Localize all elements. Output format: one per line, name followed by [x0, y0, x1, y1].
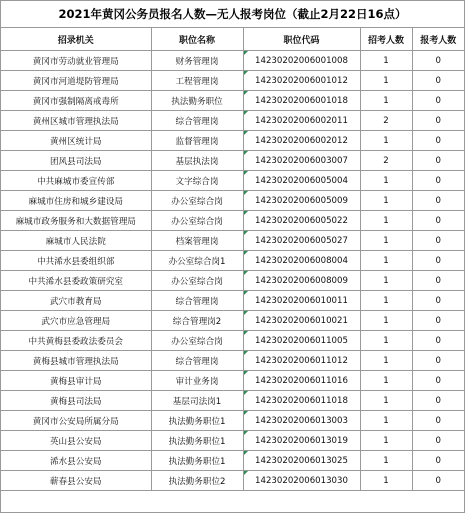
quota-cell: 1 — [360, 71, 412, 91]
position-cell: 基层执法岗 — [151, 151, 243, 171]
table-row — [1, 171, 464, 191]
position-cell: 执法勤务职位1 — [151, 411, 243, 431]
applicants-cell: 0 — [412, 131, 464, 151]
applicants-cell: 0 — [412, 351, 464, 371]
column-header-agency: 招录机关 — [1, 28, 151, 51]
table-row — [1, 71, 464, 91]
quota-cell: 1 — [360, 451, 412, 471]
table-row — [1, 431, 464, 451]
quota-cell: 1 — [360, 51, 412, 71]
position-cell: 办公室综合岗 — [151, 191, 243, 211]
position-cell: 综合管理岗 — [151, 111, 243, 131]
column-header-applicants: 报考人数 — [412, 28, 464, 51]
quota-cell: 1 — [360, 231, 412, 251]
applicants-cell: 0 — [412, 411, 464, 431]
column-header-code: 职位代码 — [243, 28, 360, 51]
agency-cell: 麻城市人民法院 — [1, 231, 151, 251]
applicants-cell: 0 — [412, 271, 464, 291]
applicants-cell: 0 — [412, 191, 464, 211]
table-row — [1, 111, 464, 131]
position-cell: 办公室综合岗 — [151, 331, 243, 351]
quota-cell: 1 — [360, 331, 412, 351]
agency-cell: 麻城市政务服务和大数据管理局 — [1, 211, 151, 231]
table-row — [1, 91, 464, 111]
agency-cell: 黄梅县城市管理执法局 — [1, 351, 151, 371]
applicants-cell: 0 — [412, 451, 464, 471]
agency-cell: 英山县公安局 — [1, 431, 151, 451]
quota-cell: 1 — [360, 411, 412, 431]
quota-cell: 1 — [360, 371, 412, 391]
table-row — [1, 351, 464, 371]
code-cell: 14230202006013019 — [243, 431, 360, 451]
table-row — [1, 191, 464, 211]
position-cell: 办公室综合岗 — [151, 271, 243, 291]
agency-cell: 黄冈市劳动就业管理局 — [1, 51, 151, 71]
code-cell: 14230202006005027 — [243, 231, 360, 251]
code-cell: 14230202006013030 — [243, 471, 360, 491]
position-cell: 执法勤务职位1 — [151, 451, 243, 471]
agency-cell: 中共麻城市委宣传部 — [1, 171, 151, 191]
applicants-cell: 0 — [412, 391, 464, 411]
applicants-cell: 0 — [412, 211, 464, 231]
position-cell: 财务管理岗 — [151, 51, 243, 71]
table-row — [1, 51, 464, 71]
agency-cell: 麻城市住房和城乡建设局 — [1, 191, 151, 211]
applicants-cell: 0 — [412, 331, 464, 351]
applicants-cell: 0 — [412, 71, 464, 91]
agency-cell: 中共浠水县委组织部 — [1, 251, 151, 271]
code-cell: 14230202006013003 — [243, 411, 360, 431]
quota-cell: 1 — [360, 131, 412, 151]
agency-cell: 黄冈市河道堤防管理局 — [1, 71, 151, 91]
table-row — [1, 391, 464, 411]
agency-cell: 黄冈市公安局所属分局 — [1, 411, 151, 431]
code-cell: 14230202006011018 — [243, 391, 360, 411]
position-cell: 执法勤务职位 — [151, 91, 243, 111]
applicants-cell: 0 — [412, 251, 464, 271]
code-cell: 14230202006003007 — [243, 151, 360, 171]
agency-cell: 中共浠水县委政策研究室 — [1, 271, 151, 291]
position-cell: 工程管理岗 — [151, 71, 243, 91]
quota-cell: 1 — [360, 431, 412, 451]
position-cell: 综合管理岗 — [151, 351, 243, 371]
table-row — [1, 231, 464, 251]
code-cell: 14230202006008004 — [243, 251, 360, 271]
applicants-cell: 0 — [412, 91, 464, 111]
applicants-cell: 0 — [412, 151, 464, 171]
agency-cell: 黄梅县司法局 — [1, 391, 151, 411]
applicants-cell: 0 — [412, 171, 464, 191]
header-row — [1, 28, 464, 51]
quota-cell: 1 — [360, 471, 412, 491]
code-cell: 14230202006008009 — [243, 271, 360, 291]
agency-cell: 浠水县公安局 — [1, 451, 151, 471]
agency-cell: 黄冈市强制隔离戒毒所 — [1, 91, 151, 111]
code-cell: 14230202006001012 — [243, 71, 360, 91]
agency-cell: 中共黄梅县委政法委员会 — [1, 331, 151, 351]
position-cell: 档案管理岗 — [151, 231, 243, 251]
quota-cell: 1 — [360, 171, 412, 191]
applicants-cell: 0 — [412, 311, 464, 331]
code-cell: 14230202006010021 — [243, 311, 360, 331]
code-cell: 14230202006005004 — [243, 171, 360, 191]
table-row — [1, 131, 464, 151]
quota-cell: 1 — [360, 391, 412, 411]
quota-cell: 1 — [360, 211, 412, 231]
applicants-cell: 0 — [412, 371, 464, 391]
code-cell: 14230202006005009 — [243, 191, 360, 211]
table-row — [1, 311, 464, 331]
agency-cell: 黄州区城市管理执法局 — [1, 111, 151, 131]
table-row — [1, 331, 464, 351]
applicants-cell: 0 — [412, 111, 464, 131]
position-cell: 办公室综合岗1 — [151, 251, 243, 271]
quota-cell: 1 — [360, 251, 412, 271]
table-row — [1, 291, 464, 311]
position-cell: 基层司法岗1 — [151, 391, 243, 411]
table-row — [1, 211, 464, 231]
code-cell: 14230202006001008 — [243, 51, 360, 71]
code-cell: 14230202006002012 — [243, 131, 360, 151]
quota-cell: 1 — [360, 311, 412, 331]
column-header-quota: 招考人数 — [360, 28, 412, 51]
quota-cell: 1 — [360, 191, 412, 211]
table-row — [1, 151, 464, 171]
table-row — [1, 251, 464, 271]
agency-cell: 武穴市应急管理局 — [1, 311, 151, 331]
applicants-cell: 0 — [412, 431, 464, 451]
quota-cell: 1 — [360, 91, 412, 111]
applicants-cell: 0 — [412, 231, 464, 251]
position-cell: 监督管理岗 — [151, 131, 243, 151]
position-cell: 执法勤务职位2 — [151, 471, 243, 491]
position-cell: 文字综合岗 — [151, 171, 243, 191]
agency-cell: 黄梅县审计局 — [1, 371, 151, 391]
table-row — [1, 471, 464, 491]
quota-cell: 2 — [360, 151, 412, 171]
quota-cell: 1 — [360, 351, 412, 371]
code-cell: 14230202006011012 — [243, 351, 360, 371]
quota-cell: 2 — [360, 111, 412, 131]
no-applicant-positions-table — [1, 28, 464, 491]
code-cell: 14230202006011016 — [243, 371, 360, 391]
agency-cell: 团风县司法局 — [1, 151, 151, 171]
code-cell: 14230202006011005 — [243, 331, 360, 351]
quota-cell: 1 — [360, 291, 412, 311]
code-cell: 14230202006005022 — [243, 211, 360, 231]
table-row — [1, 451, 464, 471]
applicants-cell: 0 — [412, 291, 464, 311]
code-cell: 14230202006002011 — [243, 111, 360, 131]
applicants-cell: 0 — [412, 471, 464, 491]
position-cell: 综合管理岗2 — [151, 311, 243, 331]
code-cell: 14230202006001018 — [243, 91, 360, 111]
agency-cell: 黄州区统计局 — [1, 131, 151, 151]
agency-cell: 蕲春县公安局 — [1, 471, 151, 491]
table-body — [1, 51, 464, 491]
table-row — [1, 271, 464, 291]
table-title: 2021年黄冈公务员报名人数—无人报考岗位（截止2月22日16点） — [1, 1, 464, 28]
code-cell: 14230202006010011 — [243, 291, 360, 311]
quota-cell: 1 — [360, 271, 412, 291]
position-cell: 办公室综合岗 — [151, 211, 243, 231]
code-cell: 14230202006013025 — [243, 451, 360, 471]
position-cell: 综合管理岗 — [151, 291, 243, 311]
position-cell: 审计业务岗 — [151, 371, 243, 391]
table-row — [1, 411, 464, 431]
column-header-position: 职位名称 — [151, 28, 243, 51]
position-cell: 执法勤务职位1 — [151, 431, 243, 451]
table-row — [1, 371, 464, 391]
applicants-cell: 0 — [412, 51, 464, 71]
agency-cell: 武穴市教育局 — [1, 291, 151, 311]
